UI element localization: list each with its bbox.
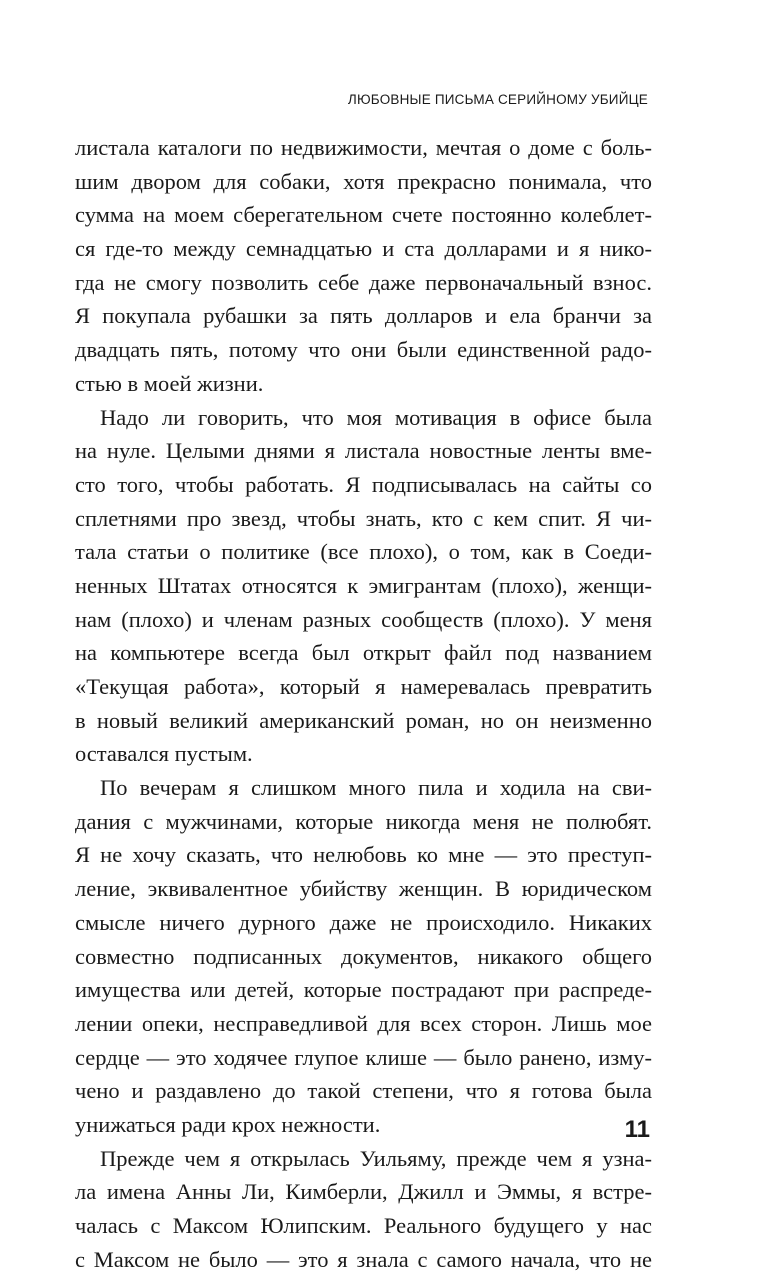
text-line: дания с мужчинами, которые никогда меня не полюбят. bbox=[75, 808, 652, 834]
text-line: чалась с Максом Юлипским. Реального будущего у нас bbox=[75, 1213, 652, 1238]
text-line: сердце — это ходячее глупое клише — было ранено, изму- bbox=[75, 1044, 652, 1070]
text-line: гда не смогу позволить себе даже первоначальный взнос. bbox=[75, 269, 652, 295]
text-line: двадцать пять, потому что они были единственной радо- bbox=[75, 337, 652, 363]
text-line: смысле ничего дурного даже не происходило. Никаких bbox=[75, 909, 652, 935]
text-line: ла имена Анны Ли, Кимберли, Джилл и Эммы, я встре- bbox=[75, 1179, 652, 1205]
text-line: с Максом не было — это я знала с самого начала, что не bbox=[75, 1246, 652, 1272]
page-number: 11 bbox=[624, 1116, 650, 1143]
text-line: в новый великий американский роман, но он неизменно bbox=[75, 707, 652, 733]
text-line: ся где-то между семнадцатью и ста долларами и я нико- bbox=[75, 236, 652, 262]
text-line: Я покупала рубашки за пять долларов и ела бранчи за bbox=[75, 303, 652, 329]
text-line: сумма на моем сберегательном счете постоянно колеблет- bbox=[75, 202, 652, 228]
running-head: ЛЮБОВНЫЕ ПИСЬМА СЕРИЙНОМУ УБИЙЦЕ bbox=[347, 92, 648, 107]
text-line: «Текущая работа», который я намеревалась превратить bbox=[75, 674, 652, 699]
text-line: ненных Штатах относятся к эмигрантам (плохо), женщи- bbox=[75, 572, 652, 598]
text-line: на нуле. Целыми днями я листала новостные ленты вме- bbox=[75, 438, 652, 464]
text-line: имущества или детей, которые пострадают при распреде- bbox=[75, 977, 652, 1003]
text-line: Я не хочу сказать, что нелюбовь ко мне — это преступ- bbox=[75, 842, 652, 868]
text-line: стью в моей жизни. bbox=[75, 370, 264, 396]
text-line: тала статьи о политике (все плохо), о том, как в Соеди- bbox=[75, 539, 652, 565]
text-line: ление, эквивалентное убийству женщин. В юридическом bbox=[75, 876, 652, 902]
text-line: унижаться ради крох нежности. bbox=[75, 1111, 381, 1137]
text-line: чено и раздавлено до такой степени, что я готова была bbox=[75, 1078, 652, 1104]
text-line: нам (плохо) и членам разных сообществ (плохо). У меня bbox=[75, 606, 652, 632]
text-line: лении опеки, несправедливой для всех сторон. Лишь мое bbox=[75, 1010, 652, 1036]
text-line: сто того, чтобы работать. Я подписывалась на сайты со bbox=[75, 471, 652, 497]
text-line: совместно подписанных документов, никакого общего bbox=[75, 943, 652, 969]
text-line: оставался пустым. bbox=[75, 741, 253, 767]
text-line: Прежде чем я открылась Уильяму, прежде чем я узна- bbox=[100, 1145, 652, 1171]
text-line: сплетнями про звезд, чтобы знать, кто с кем спит. Я чи- bbox=[75, 505, 652, 531]
text-line: Надо ли говорить, что моя мотивация в офисе была bbox=[100, 404, 652, 430]
text-line: шим двором для собаки, хотя прекрасно понимала, что bbox=[75, 168, 652, 194]
text-line: на компьютере всегда был открыт файл под названием bbox=[75, 640, 652, 666]
text-line: По вечерам я слишком много пила и ходила на сви- bbox=[100, 775, 652, 801]
text-line: листала каталоги по недвижимости, мечтая о доме с боль- bbox=[75, 135, 652, 160]
body-text bbox=[75, 131, 652, 1276]
